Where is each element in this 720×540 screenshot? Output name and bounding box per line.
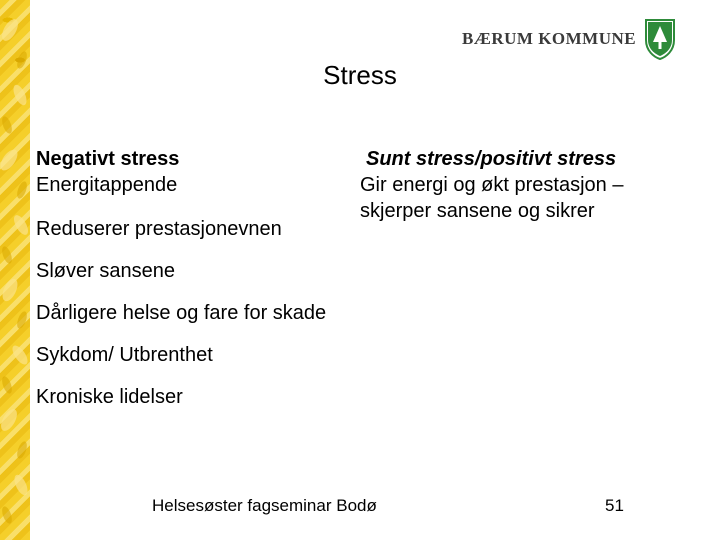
list-item: Reduserer prestasjonevnen bbox=[36, 218, 282, 240]
positive-stress-column bbox=[360, 146, 680, 224]
slide-title bbox=[0, 60, 720, 91]
list-item: Dårligere helse og fare for skade bbox=[36, 302, 327, 324]
list-item: Kroniske lidelser bbox=[36, 386, 183, 408]
footer-text: Helsesøster fagseminar Bodø bbox=[152, 496, 377, 515]
list-item: Energitappende bbox=[36, 174, 178, 196]
list-item: Sløver sansene bbox=[36, 260, 175, 282]
logo-text: BÆRUM KOMMUNE bbox=[462, 29, 637, 48]
positive-stress-heading: Sunt stress/positivt stress bbox=[366, 148, 617, 170]
slide-number: 51 bbox=[605, 496, 624, 515]
list-item: Sykdom/ Utbrenthet bbox=[36, 344, 213, 366]
negative-stress-column bbox=[36, 146, 356, 410]
negative-stress-heading: Negativt stress bbox=[36, 148, 180, 170]
coat-of-arms-icon bbox=[644, 18, 676, 60]
slide-title-text: Stress bbox=[323, 60, 397, 90]
positive-stress-body: Gir energi og økt prestasjon – skjerper sansene og sikrer bbox=[360, 174, 624, 222]
municipality-logo bbox=[462, 18, 676, 60]
